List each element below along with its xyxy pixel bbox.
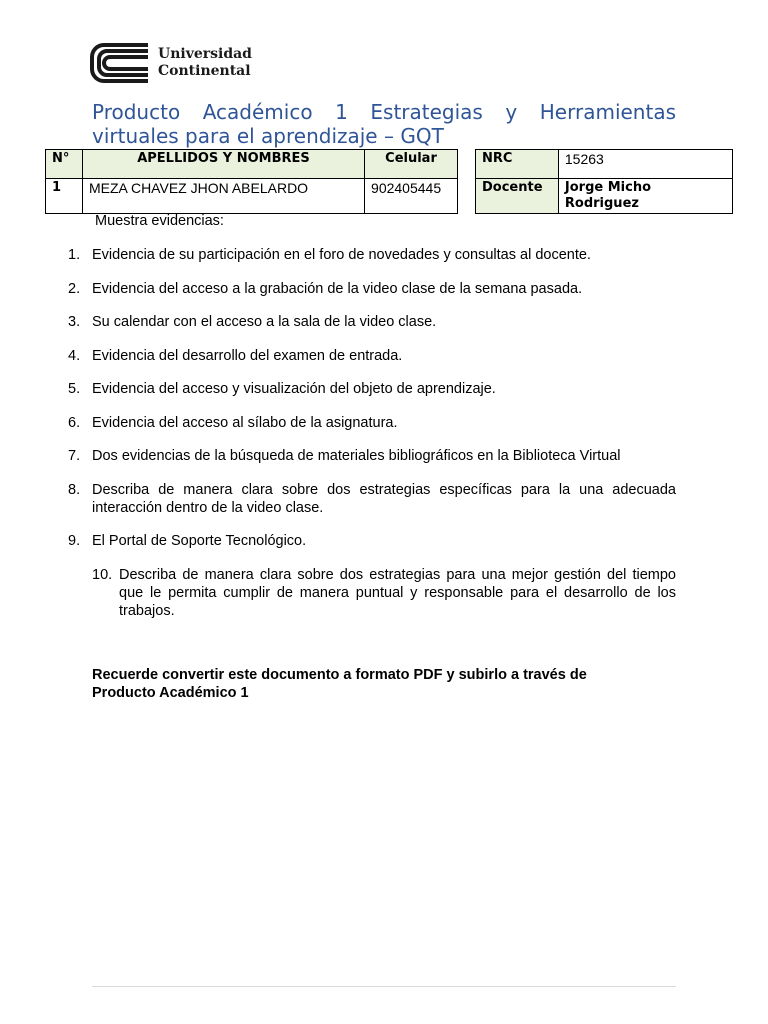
document-title: Producto Académico 1 Estrategias y Herramientas virtuales para el aprendizaje – GQT xyxy=(92,100,676,148)
list-item-number: 2. xyxy=(68,280,81,297)
list-item xyxy=(62,481,676,517)
list-item xyxy=(62,246,676,264)
list-item xyxy=(62,532,676,550)
student-table-header xyxy=(46,150,458,179)
course-info-table xyxy=(475,149,733,214)
list-item xyxy=(62,566,676,620)
list-item-number: 7. xyxy=(68,448,81,464)
intro-text: Muestra evidencias: xyxy=(95,213,224,229)
list-item xyxy=(62,380,676,398)
list-item-number: 5. xyxy=(68,381,81,397)
header-phone: Celular xyxy=(365,150,458,179)
docente-row xyxy=(476,179,733,214)
list-item-text: Evidencia del acceso a la grabación de la video clase de la semana pasada. xyxy=(92,280,583,297)
footer-divider xyxy=(92,986,676,987)
row-number: 1 xyxy=(46,179,83,214)
header-number: N° xyxy=(46,150,83,179)
list-item-number: 3. xyxy=(68,314,81,330)
list-item-text: El Portal de Soporte Tecnológico. xyxy=(92,533,307,549)
list-item-text: Evidencia del acceso al sílabo de la asignatura. xyxy=(92,414,398,431)
list-item xyxy=(62,313,676,331)
nrc-row xyxy=(476,150,733,179)
table-row xyxy=(46,179,458,214)
student-table xyxy=(45,149,458,214)
list-item xyxy=(62,414,676,432)
continental-logo-icon xyxy=(90,42,152,84)
list-item-text: Describa de manera clara sobre dos estrategias específicas para la una adecuada interacción dentro de la video clase. xyxy=(92,481,676,516)
list-item-number: 10. xyxy=(92,566,113,583)
docente-value: Jorge Micho Rodriguez xyxy=(558,179,732,214)
list-item-number: 4. xyxy=(68,347,81,364)
student-phone: 902405445 xyxy=(365,179,458,214)
list-item-text: Evidencia de su participación en el foro de novedades y consultas al docente. xyxy=(92,247,591,263)
list-item-text: Evidencia del desarrollo del examen de entrada. xyxy=(92,347,403,364)
evidence-list xyxy=(62,246,676,635)
list-item-number: 1. xyxy=(68,247,81,263)
university-logo xyxy=(90,42,252,84)
list-item-text: Su calendar con el acceso a la sala de la video clase. xyxy=(92,314,437,330)
docente-label: Docente xyxy=(476,179,559,214)
list-item xyxy=(62,447,676,465)
list-item-text: Evidencia del acceso y visualización del objeto de aprendizaje. xyxy=(92,381,496,397)
pdf-upload-notice: Recuerde convertir este documento a formato PDF y subirlo a través de Producto Académico 1 xyxy=(92,667,587,701)
logo-wordmark xyxy=(158,46,252,80)
student-name: MEZA CHAVEZ JHON ABELARDO xyxy=(82,179,364,214)
list-item xyxy=(62,347,676,365)
logo-line-2: Continental xyxy=(158,63,251,79)
list-item-number: 9. xyxy=(68,533,81,549)
logo-line-1: Universidad xyxy=(158,46,252,62)
list-item-text: Dos evidencias de la búsqueda de materiales bibliográficos en la Biblioteca Virtual xyxy=(92,448,621,464)
list-item xyxy=(62,280,676,298)
nrc-value: 15263 xyxy=(558,150,732,179)
nrc-label: NRC xyxy=(476,150,559,179)
list-item-text: Describa de manera clara sobre dos estrategias para una mejor gestión del tiempo que le permita cumplir de manera puntual y responsable para el desarrollo de los trabajos. xyxy=(119,566,676,619)
list-item-number: 6. xyxy=(68,414,81,431)
list-item-number: 8. xyxy=(68,481,81,498)
header-names: APELLIDOS Y NOMBRES xyxy=(82,150,364,179)
